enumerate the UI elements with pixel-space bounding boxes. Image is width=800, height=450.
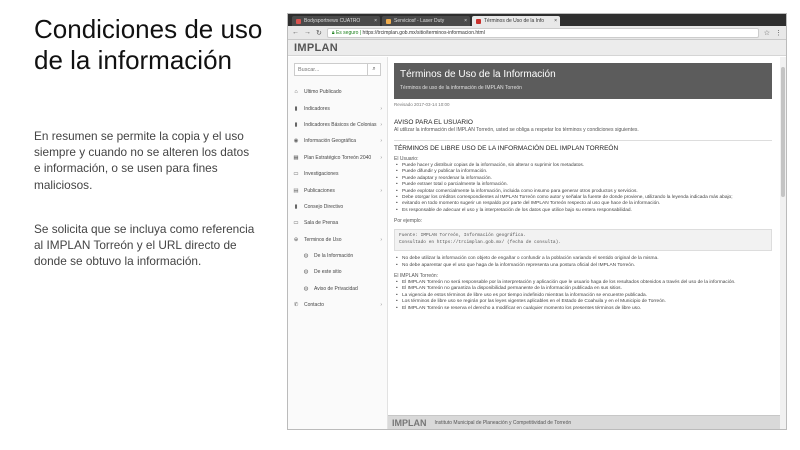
browser-screenshot — [287, 13, 787, 430]
citation-line-1: Fuente: IMPLAN Torreón, Información geográfica. — [399, 233, 526, 239]
list-item: • El IMPLAN Torreón no garantiza la disponibilidad permanente de la información publicada en sus sitios. — [394, 286, 772, 292]
sidebar-item[interactable] — [288, 215, 387, 231]
sidebar-item-icon: ▮ — [294, 105, 298, 112]
search-input[interactable] — [295, 64, 367, 75]
chevron-right-icon: › — [380, 121, 382, 128]
sidebar-item-label: Sala de Prensa — [304, 220, 339, 227]
sidebar-search — [294, 63, 381, 76]
sidebar-item-icon: ⊕ — [293, 236, 299, 243]
reload-icon[interactable]: ↻ — [316, 29, 322, 37]
chevron-right-icon: › — [380, 105, 382, 112]
chevron-right-icon: › — [380, 154, 382, 161]
sidebar-item-label: Publicaciones — [304, 187, 335, 194]
footer-logo: IMPLAN — [392, 417, 427, 428]
main-content — [388, 57, 780, 429]
scrollbar-thumb[interactable] — [781, 67, 785, 197]
tab-close-icon[interactable]: × — [464, 18, 467, 24]
sidebar-item[interactable] — [288, 264, 387, 280]
list-item: • Es responsable de adecuar el uso y la interpretación de los datos que utilice bajo su entera responsabilidad. — [394, 208, 772, 214]
url-input[interactable]: 🔒︎ Es seguro | https://trcimplan.gob.mx/sitio/terminos-informacion.html — [327, 28, 759, 38]
sidebar-item-icon: ▮ — [294, 121, 298, 128]
slide-paragraph-reference: Se solicita que se incluya como referencia al IMPLAN Torreón y el URL directo de donde se obtuvo la información. — [34, 222, 255, 269]
sidebar-item[interactable] — [288, 166, 387, 182]
list-item: • El IMPLAN Torreón no será responsable por la interpretación y aplicación que le usuario haga de los resultados obtenidos a través del uso de la información. — [394, 280, 772, 286]
sidebar-item-icon: ▮ — [294, 203, 298, 210]
sidebar-item-label: Terminos de Uso — [304, 236, 342, 243]
slide-paragraph-summary: En resumen se permite la copia y el uso siempre y cuando no se alteren los datos e información, o se usen para fines maliciosos. — [34, 129, 250, 192]
sidebar-item-icon: ▭ — [293, 220, 299, 227]
sidebar-item[interactable] — [288, 281, 387, 297]
sidebar-item-label: Investigaciones — [304, 171, 339, 178]
page-title: Términos de Uso de la Información — [400, 69, 556, 80]
list-item: • Puede extraer total o parcialmente la información. — [394, 182, 772, 188]
search-icon[interactable]: ⌕ — [367, 64, 380, 75]
sidebar-item-icon: ◍ — [303, 285, 309, 292]
star-icon[interactable]: ☆ — [763, 29, 770, 37]
scrollbar[interactable] — [780, 57, 786, 429]
revision-date: Revisado 2017-03-14 10:00 — [394, 102, 450, 107]
sidebar-item-label: Indicadores Básicos de Colonias — [304, 121, 377, 128]
page-banner — [394, 63, 772, 99]
list-item: • Puede hacer y distribuir copias de la información, sin alterar o suprimir los metadatos. — [394, 163, 772, 169]
chevron-right-icon: › — [380, 236, 382, 243]
browser-tab[interactable] — [292, 16, 380, 26]
list-item: • El IMPLAN Torreón se reserva el derecho a modificar en cualquier momento los presentes términos de libre uso. — [394, 306, 772, 312]
list-item: • No debe utilizar la información con objeto de engañar o confundir a la población variando el sentido original de la misma. — [394, 256, 772, 262]
sidebar-item-icon: ◍ — [303, 269, 309, 276]
list-item: • evitando en todo momento sugerir un respaldo por parte del IMPLAN Torreón respecto al uso que hace de la información. — [394, 201, 772, 207]
sidebar-menu — [288, 84, 387, 313]
section-heading: TÉRMINOS DE LIBRE USO DE LA INFORMACIÓN DEL IMPLAN TORREÓN — [394, 145, 619, 152]
page-subtitle: Términos de uso de la información de IMPLAN Torreón — [400, 85, 522, 91]
sidebar-item[interactable] — [288, 232, 387, 248]
sidebar-item[interactable] — [288, 133, 387, 149]
list-item: • Puede difundir y publicar la información. — [394, 169, 772, 175]
sidebar-item-icon: ◍ — [303, 253, 309, 260]
list-item: • Debe otorgar los créditos correspondientes al IMPLAN Torreón como autor y señalar la fuente de donde proviene, utilizando la leyenda indicada más abajo; — [394, 195, 772, 201]
sidebar-item-label: Indicadores — [304, 105, 330, 112]
footer-text: Instituto Municipal de Planeación y Competitividad de Torreón — [434, 419, 572, 426]
sidebar-item-label: Contacto — [304, 302, 325, 309]
sidebar-item-icon: ✆ — [293, 302, 299, 309]
forward-icon[interactable]: → — [304, 29, 311, 36]
sidebar-item[interactable] — [288, 199, 387, 215]
sidebar-item-icon: ▦ — [293, 154, 299, 161]
sidebar-item[interactable] — [288, 84, 387, 100]
list-item: • Puede adaptar y reordenar la información. — [394, 176, 772, 182]
implan-label: El IMPLAN Torreón: — [394, 273, 439, 280]
sidebar-item[interactable] — [288, 248, 387, 264]
tab-close-icon[interactable]: × — [374, 18, 377, 24]
tab-close-icon[interactable]: × — [554, 18, 557, 24]
citation-example — [394, 229, 772, 251]
site-header — [288, 40, 786, 56]
back-icon[interactable]: ← — [292, 29, 299, 36]
chevron-right-icon: › — [380, 187, 382, 194]
list-item: • Los términos de libre uso se regirán por las leyes vigentes aplicables en el Estado de Coahuila y en el Municipio de Torreón. — [394, 299, 772, 305]
browser-tabstrip — [288, 14, 786, 26]
site-sidebar — [288, 57, 388, 429]
sidebar-item-label: Consejo Directivo — [304, 203, 344, 210]
secure-label: Es seguro — [335, 29, 359, 36]
site-footer — [388, 415, 780, 429]
sidebar-item[interactable] — [288, 150, 387, 166]
lock-icon: 🔒︎ — [331, 29, 335, 36]
url-text: https://trcimplan.gob.mx/sitio/terminos-informacion.html — [362, 29, 485, 36]
menu-dots-icon[interactable]: ⋮ — [775, 29, 782, 37]
list-item: • La vigencia de estos términos de libre uso es por tiempo indefinido mientras la información se encuentre publicada. — [394, 293, 772, 299]
tab-favicon-icon — [476, 19, 481, 24]
slide-title: Condiciones de uso de la información — [34, 14, 263, 75]
citation-line-2: Consultado en https://trcimplan.gob.mx/ (fecha de consulta). — [399, 239, 562, 245]
sidebar-item-label: Información Geográfica — [304, 138, 356, 145]
more-bullets — [394, 256, 772, 269]
sidebar-item-label: De la Información — [314, 253, 354, 260]
sidebar-item-icon: ▭ — [293, 171, 299, 178]
browser-tab[interactable] — [382, 16, 470, 26]
sidebar-item-icon: ▤ — [293, 187, 299, 194]
user-bullets — [394, 163, 772, 214]
notice-heading: AVISO PARA EL USUARIO — [394, 119, 473, 126]
sidebar-item-label: Último Publicado — [304, 89, 342, 96]
example-label: Por ejemplo: — [394, 218, 423, 225]
tab-label: Bodysportnews CUATRO — [304, 18, 361, 24]
site-logo[interactable]: IMPLAN — [294, 42, 338, 54]
list-item: • Puede explotar comercialmente la información, incluida como insumo para generar otros productos y servicios. — [394, 189, 772, 195]
tab-favicon-icon — [386, 19, 391, 24]
sidebar-item-icon: ⌂ — [294, 89, 298, 96]
tab-favicon-icon — [296, 19, 301, 24]
sidebar-item[interactable] — [288, 182, 387, 198]
list-item: • No debe aparentar que el uso que haga de la información representa una postura oficial del IMPLAN Torreón. — [394, 263, 772, 269]
browser-tab[interactable] — [472, 16, 560, 26]
tab-label: Serviciosf - Laser Duty — [394, 18, 445, 24]
sidebar-item[interactable] — [288, 100, 387, 116]
browser-address-bar — [288, 26, 786, 40]
divider — [394, 140, 772, 141]
sidebar-item[interactable] — [288, 117, 387, 133]
chevron-right-icon: › — [380, 302, 382, 309]
sidebar-item-icon: ◉ — [293, 138, 299, 145]
notice-text: Al utilizar la información del IMPLAN Torreón, usted se obliga a respetar los términos y condiciones siguientes. — [394, 127, 639, 133]
sidebar-item-label: Aviso de Privacidad — [314, 285, 358, 292]
tab-label: Términos de Uso de la Info — [484, 18, 545, 24]
user-label: El Usuario: — [394, 156, 419, 162]
sidebar-item-label: De este sitio — [314, 269, 342, 276]
chevron-right-icon: › — [380, 138, 382, 145]
sidebar-item[interactable] — [288, 297, 387, 313]
implan-bullets — [394, 280, 772, 312]
sidebar-item-label: Plan Estratégico Torreón 2040 — [304, 154, 372, 161]
